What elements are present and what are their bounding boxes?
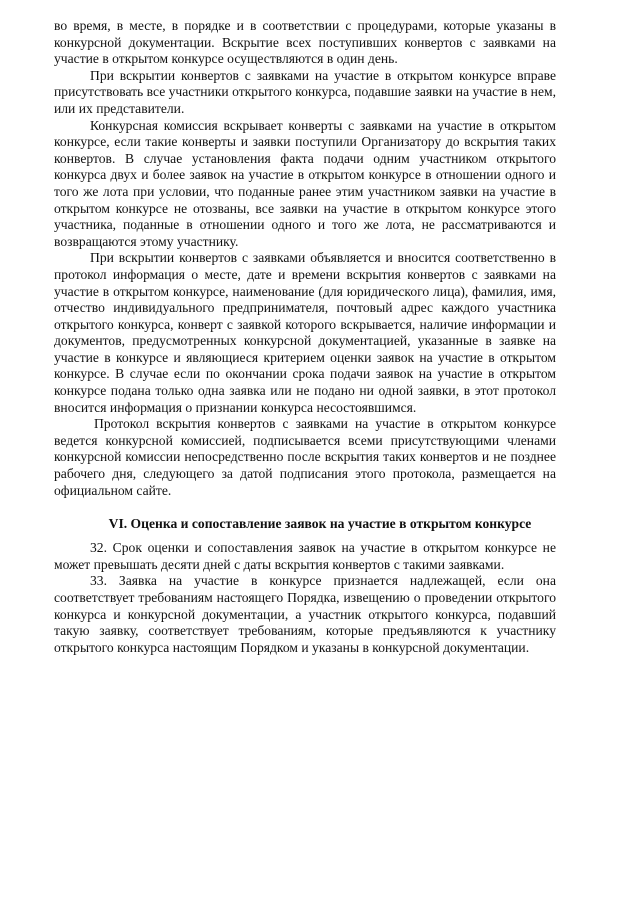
paragraph-protocol-signing: Протокол вскрытия конвертов с заявками на участие в открытом конкурсе ведется конкурсной комиссией, подписывается всеми присутствующими членами конкурсной комиссии непосредственно после вскрытия таких конвертов и не позднее рабочего дня, следующего за датой подписания этого протокола, размещается на официальном сайте.: [54, 416, 556, 498]
section-heading: VI. Оценка и сопоставление заявок на участие в открытом конкурсе: [108, 516, 532, 532]
paragraph-continuation: во время, в месте, в порядке и в соответствии с процедурами, которые указаны в конкурсной документации. Вскрытие всех поступивших конвертов с заявками на участие в открытом конкурсе осуществляются в один день.: [54, 18, 556, 67]
paragraph-item-33: 33. Заявка на участие в конкурсе признается надлежащей, если она соответствует требованиям настоящего Порядка, извещению о проведении открытого конкурса и конкурсной документации, а участник открытого конкурса, подавший такую заявку, соответствует требованиям, которые предъявляются к участнику открытого конкурса настоящим Порядком и указаны в конкурсной документации.: [54, 573, 556, 655]
document-page: [54, 18, 556, 656]
paragraph-envelope-opening: Конкурсная комиссия вскрывает конверты с заявками на участие в открытом конкурсе, если такие конверты и заявки поступили Организатору до вскрытия таких конвертов. В случае установления факта подачи одним участником открытого конкурса двух и более заявок на участие в открытом конкурсе в отношении одного и того же лота при условии, что поданные ранее этим участником заявки на участие в открытом конкурсе не отозваны, все заявки на участие в открытом конкурсе этого участника, поданные в отношении одного и того же лота, не рассматриваются и возвращаются этому участнику.: [54, 117, 556, 249]
paragraph-item-32: 32. Срок оценки и сопоставления заявок на участие в открытом конкурсе не может превышать десяти дней с даты вскрытия конвертов с такими заявками.: [54, 540, 556, 572]
paragraph-protocol-info: При вскрытии конвертов с заявками объявляется и вносится соответственно в протокол информация о месте, дате и времени вскрытия конвертов с заявками на участие в открытом конкурсе, наименование (для юридического лица), фамилия, имя, отчество индивидуального предпринимателя, почтовый адрес каждого участника открытого конкурса, конверт с заявкой которого вскрывается, наличие информации и документов, предусмотренных конкурсной документацией, указанные в заявке на участие в конкурсе и являющиеся критерием оценки заявок на участие в открытом конкурсе. В случае если по окончании срока подачи заявок на участие в открытом конкурсе подана только одна заявка или не подано ни одной заявки, в этот протокол вносится информация о признании конкурса несостоявшимся.: [54, 250, 556, 415]
paragraph-attendance: При вскрытии конвертов с заявками на участие в открытом конкурсе вправе присутствовать все участники открытого конкурса, подавшие заявки на участие в нем, или их представители.: [54, 67, 556, 116]
